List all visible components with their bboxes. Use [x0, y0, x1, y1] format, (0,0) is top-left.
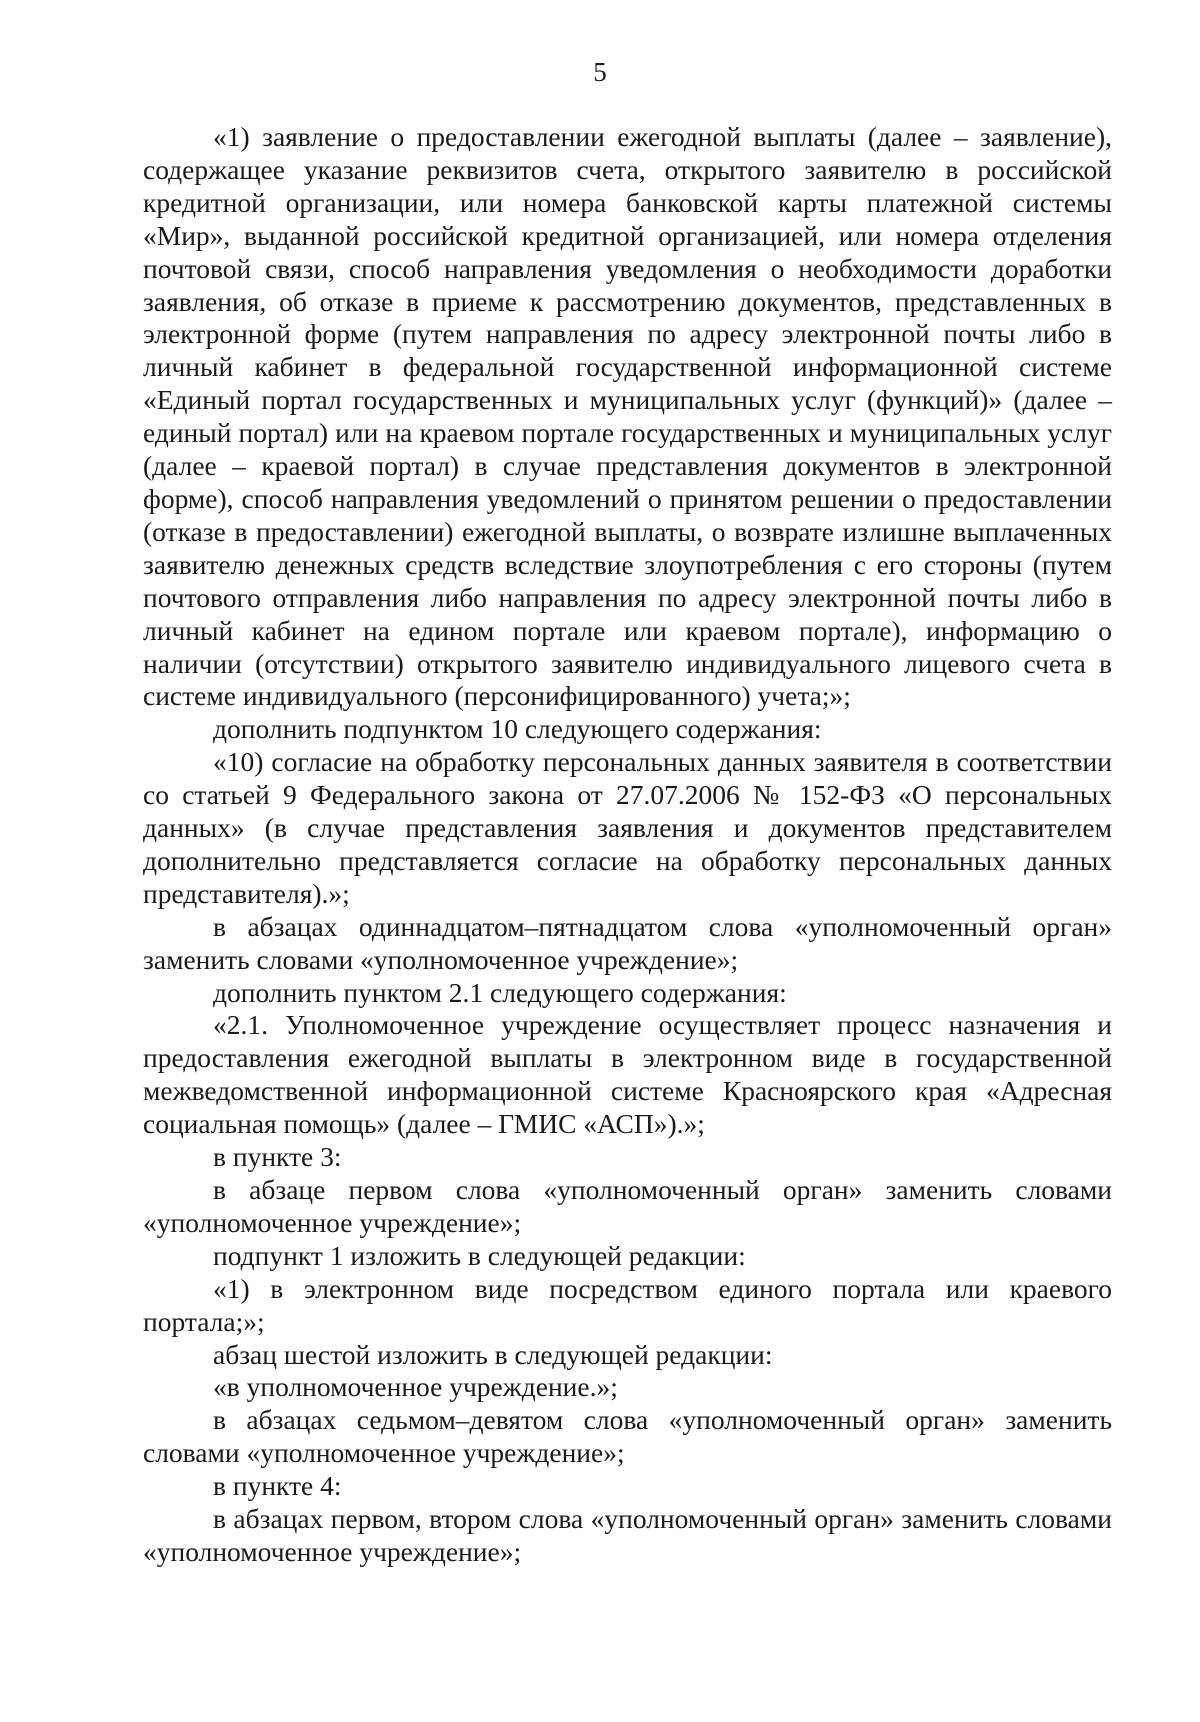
- paragraph-clause-3: в пункте 3:: [213, 1141, 342, 1173]
- paragraph-clause-4: в пункте 4:: [213, 1470, 342, 1502]
- paragraph-subclause-1-redaction: подпункт 1 изложить в следующей редакции:: [213, 1239, 746, 1271]
- document-body: [143, 121, 1112, 1569]
- paragraph-clause-4-first-second: в абзацах первом, втором слова «уполномоченный орган» заменить словами «уполномоченное учреждение»;: [143, 1503, 1112, 1567]
- paragraph-replace-11-15: в абзацах одиннадцатом–пятнадцатом слова «уполномоченный орган» заменить словами «уполномоченное учреждение»;: [143, 910, 1112, 975]
- paragraph-application-contents: «1) заявление о предоставлении ежегодной выплаты (далее – заявление), содержащее указание реквизитов счета, открытого заявителю в российской кредитной организации, или номера банковской карты платежной системы «Мир», выданной российской кредитной организацией, или номера отделения почтовой связи, способ направления уведомления о необходимости доработки заявления, об отказе в приеме к рассмотрению документов, представленных в электронной форме (путем направления по адресу электронной почты либо в личный кабинет в федеральной государственной информационной системе «Единый портал государственных и муниципальных услуг (функций)» (далее – единый портал) или на краевом портале государственных и муниципальных услуг (далее – краевой портал) в случае представления документов в электронной форме), способ направления уведомлений о принятом решении о предоставлении (отказе в предоставлении) ежегодной выплаты, о возврате излишне выплаченных заявителю денежных средств вследствие злоупотребления с его стороны (путем почтового отправления либо направления по адресу электронной почты либо в личный кабинет на едином портале или краевом портале), информацию о наличии (отсутствии) открытого заявителю индивидуального лицевого счета в системе индивидуального (персонифицированного) учета;»;: [143, 121, 1112, 712]
- paragraph-subclause-10-consent: «10) согласие на обработку персональных данных заявителя в соответствии со статьей 9 Федерального закона от 27.07.2006 № 152-ФЗ «О персональных данных» (в случае представления заявления и документов представителем дополнительно представляется согласие на обработку персональных данных представителя).»;: [143, 746, 1112, 909]
- paragraph-add-subclause-10: дополнить подпунктом 10 следующего содержания:: [213, 713, 822, 745]
- paragraph-sixth-abzac-redaction: абзац шестой изложить в следующей редакции:: [213, 1338, 773, 1370]
- paragraph-replace-7-9: в абзацах седьмом–девятом слова «уполномоченный орган» заменить словами «уполномоченное учреждение»;: [143, 1404, 1112, 1469]
- paragraph-clause-2-1-text: «2.1. Уполномоченное учреждение осуществляет процесс назначения и предоставления ежегодной выплаты в электронном виде в государственной межведомственной информационной системе Красноярского края «Адресная социальная помощь» (далее – ГМИС «АСП»).»;: [143, 1009, 1112, 1140]
- paragraph-sixth-abzac-text: «в уполномоченное учреждение.»;: [213, 1371, 618, 1403]
- paragraph-subclause-1-text: «1) в электронном виде посредством единого портала или краевого портала;»;: [143, 1272, 1112, 1337]
- paragraph-add-clause-2-1: дополнить пунктом 2.1 следующего содержания:: [213, 976, 787, 1008]
- page-number: 5: [593, 57, 607, 87]
- paragraph-clause-3-first-abzac: в абзаце первом слова «уполномоченный орган» заменить словами «уполномоченное учреждение»;: [143, 1174, 1112, 1238]
